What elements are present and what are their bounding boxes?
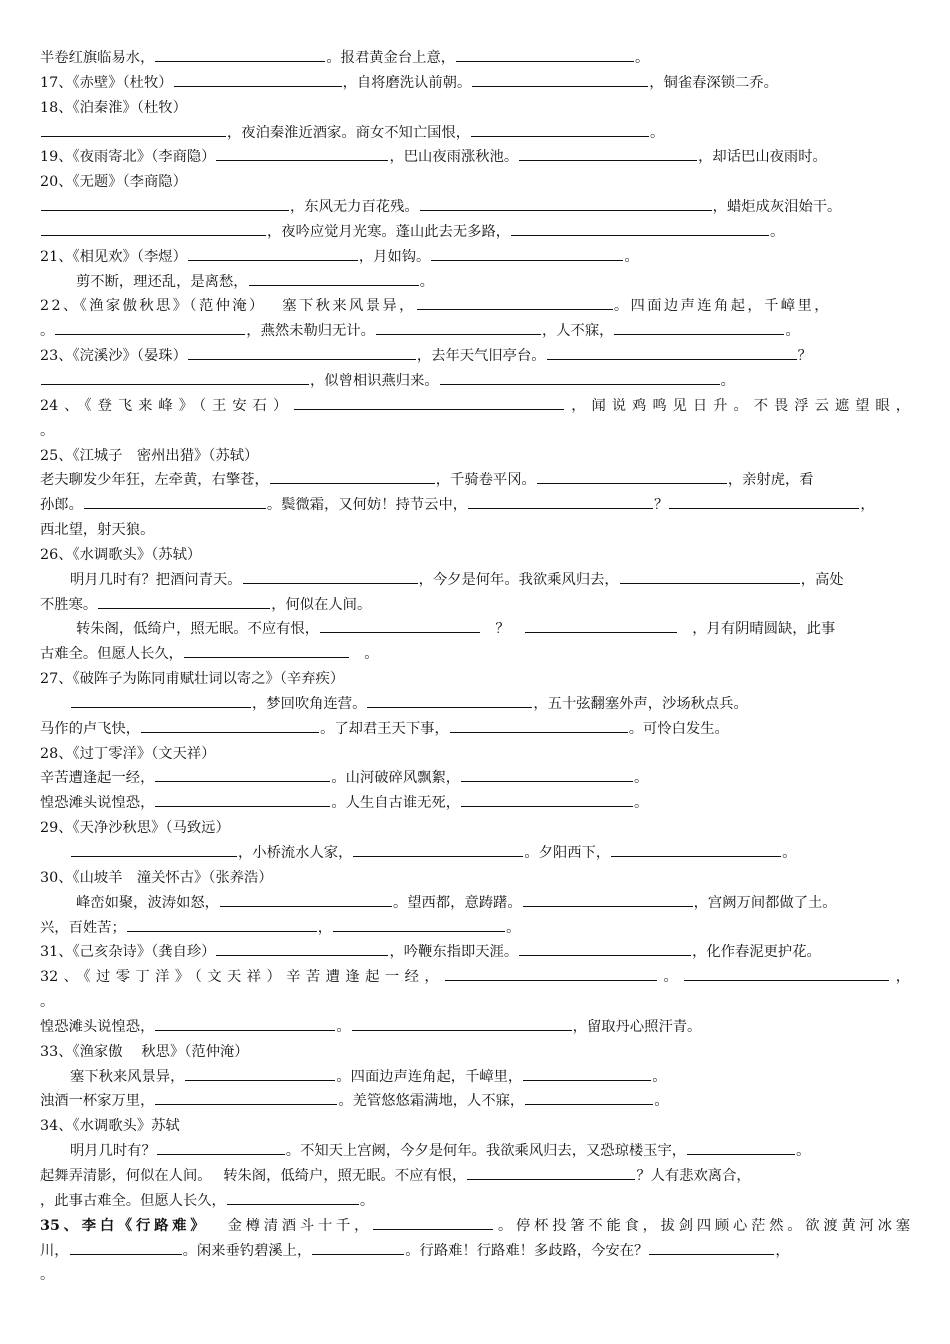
worksheet-line	[40, 1089, 910, 1114]
line-text: 25、《江城子 密州出猎》（苏轼）	[40, 447, 259, 464]
line-text: 33、《渔家傲 秋思》（范仲淹）	[40, 1043, 249, 1060]
answer-blank[interactable]	[127, 917, 317, 932]
line-text: ，去年天气旧亭台。	[416, 348, 546, 365]
worksheet-line	[40, 940, 910, 965]
line-text: 。	[654, 1093, 669, 1110]
line-text: 。四面边声连角起，千嶂里，	[613, 298, 831, 315]
answer-blank[interactable]	[70, 1240, 182, 1255]
answer-blank[interactable]	[687, 1140, 795, 1155]
worksheet-line	[40, 965, 910, 990]
answer-blank[interactable]	[547, 345, 797, 360]
line-text: 浊酒一杯家万里，	[40, 1093, 155, 1110]
answer-blank[interactable]	[333, 917, 505, 932]
line-text: 。行路难！行路难！多歧路，今安在？	[405, 1242, 649, 1259]
line-text: ，宫阙万间都做了土。	[693, 894, 837, 911]
line-text: 。山河破碎风飘絮，	[331, 770, 461, 787]
worksheet-line	[40, 617, 910, 642]
answer-blank[interactable]	[467, 1165, 635, 1180]
line-text: ，闻说鸡鸣见日升。不畏浮云遮望眼，	[565, 397, 910, 414]
line-text: ，留取丹心照汗青。	[572, 1018, 702, 1035]
worksheet-line	[40, 1114, 910, 1139]
answer-blank[interactable]	[450, 718, 628, 733]
line-text: 29、《天净沙秋思》（马致远）	[40, 820, 230, 837]
line-text: 辛苦遭逢起一经，	[40, 770, 155, 787]
answer-blank[interactable]	[71, 693, 251, 708]
answer-blank[interactable]	[352, 1016, 572, 1031]
line-text: ，蜡炬成灰泪始干。	[712, 199, 842, 216]
answer-blank[interactable]	[472, 72, 648, 87]
answer-blank[interactable]	[440, 370, 720, 385]
answer-blank[interactable]	[537, 469, 727, 484]
line-text: 古难全。但愿人长久，	[40, 646, 183, 663]
line-text: 。	[720, 372, 735, 389]
line-text: ，	[860, 497, 875, 514]
answer-blank[interactable]	[431, 246, 623, 261]
answer-blank[interactable]	[420, 196, 712, 211]
line-text: ，却话巴山夜雨时。	[698, 149, 827, 166]
worksheet-line	[40, 71, 910, 96]
line-text: ，小桥流水人家，	[238, 845, 353, 861]
line-text: 西北望，射天狼。	[40, 522, 155, 539]
answer-blank[interactable]	[468, 494, 653, 509]
line-text: 。	[634, 770, 649, 787]
line-text: 。闲来垂钓碧溪上，	[182, 1242, 312, 1259]
worksheet-line	[40, 344, 910, 369]
answer-blank[interactable]	[312, 1240, 404, 1255]
line-text: 。羌管悠悠霜满地，人不寐，	[338, 1093, 525, 1110]
answer-blank[interactable]	[155, 47, 325, 62]
answer-blank[interactable]	[614, 320, 784, 335]
worksheet-line	[40, 816, 910, 841]
line-text: 27、《破阵子为陈同甫赋壮词以寄之》（辛弃疾）	[40, 671, 345, 688]
answer-blank[interactable]	[249, 271, 419, 286]
line-text: 塞下秋来风景异，	[70, 1068, 185, 1085]
answer-blank[interactable]	[417, 295, 613, 310]
answer-blank[interactable]	[519, 941, 691, 956]
answer-blank[interactable]	[525, 1090, 653, 1105]
worksheet-line	[40, 593, 910, 618]
answer-blank[interactable]	[320, 618, 480, 633]
answer-blank[interactable]	[445, 966, 657, 981]
line-text: 。	[785, 323, 800, 340]
worksheet-line	[40, 245, 910, 270]
worksheet-line	[40, 717, 910, 742]
answer-blank[interactable]	[461, 792, 633, 807]
worksheet-line	[40, 518, 910, 543]
line-text: 明月几时有？把酒问青天。	[70, 571, 242, 588]
worksheet-line	[40, 145, 910, 170]
worksheet-line	[40, 1139, 910, 1164]
worksheet-line	[40, 96, 910, 121]
line-text: ，高处	[800, 571, 844, 588]
line-text: 。人生自古谁无死，	[331, 795, 461, 812]
line-text: 26、《水调歌头》（苏轼）	[40, 546, 202, 563]
line-text: 。	[359, 1192, 375, 1209]
line-text: 川，	[40, 1242, 69, 1259]
worksheet-line	[40, 220, 910, 245]
line-text: 35、	[40, 1217, 82, 1234]
worksheet-line	[40, 170, 910, 195]
line-text: 不胜寒。	[40, 596, 98, 613]
answer-blank[interactable]	[649, 1240, 774, 1255]
line-text: 李白《行路难》	[81, 1217, 202, 1234]
line-text: 。	[634, 795, 649, 812]
answer-blank[interactable]	[157, 1140, 285, 1155]
worksheet-line	[40, 642, 910, 667]
line-text: ，巴山夜雨涨秋池。	[389, 149, 519, 166]
worksheet-line	[40, 766, 910, 791]
worksheet-line	[40, 46, 910, 71]
worksheet-line	[40, 419, 910, 444]
line-text: ，五十弦翻塞外声，沙场秋点兵。	[533, 695, 748, 712]
answer-blank[interactable]	[41, 196, 289, 211]
answer-blank[interactable]	[185, 1066, 335, 1081]
answer-blank[interactable]	[227, 1190, 359, 1205]
answer-blank[interactable]	[188, 345, 416, 360]
line-text: 。	[506, 919, 521, 936]
line-text: ，此事古难全。但愿人长久，	[40, 1192, 226, 1209]
line-text: 。停杯投箸不能食，拔剑四顾心茫然。欲渡黄河冰塞	[494, 1217, 910, 1234]
answer-blank[interactable]	[353, 842, 523, 857]
line-text: 。	[419, 273, 434, 290]
line-text: ？	[481, 621, 524, 638]
line-text: ，似曾相识燕归来。	[310, 372, 439, 389]
worksheet-line	[40, 841, 910, 866]
line-text: ，	[890, 969, 911, 986]
line-text: 。	[40, 1267, 55, 1284]
line-text: 剪不断，理还乱，是离愁，	[76, 273, 248, 290]
answer-blank[interactable]	[55, 320, 245, 335]
answer-blank[interactable]	[367, 693, 532, 708]
answer-blank[interactable]	[141, 718, 319, 733]
worksheet-line	[40, 791, 910, 816]
worksheet-document	[40, 46, 910, 1288]
line-text: 。可怜白发生。	[628, 720, 729, 737]
line-text: ？	[797, 348, 812, 365]
line-text: ，何似在人间。	[271, 596, 372, 613]
answer-blank[interactable]	[294, 395, 564, 410]
worksheet-line	[40, 866, 910, 891]
answer-blank[interactable]	[220, 892, 392, 907]
line-text: ，化作春泥更护花。	[692, 944, 821, 961]
line-text: ，今夕是何年。我欲乘风归去，	[418, 571, 619, 588]
line-text: 。	[635, 50, 650, 66]
answer-blank[interactable]	[456, 47, 634, 62]
answer-blank[interactable]	[684, 966, 889, 981]
answer-blank[interactable]	[523, 892, 693, 907]
line-text: ，燕然未勒归无计。	[246, 323, 375, 340]
line-text: 。	[652, 1068, 667, 1085]
answer-blank[interactable]	[611, 842, 781, 857]
line-text: 。	[40, 422, 55, 439]
line-text: 。	[40, 323, 55, 340]
line-text: 明月几时有？	[70, 1143, 156, 1160]
worksheet-line	[40, 891, 910, 916]
worksheet-line	[40, 692, 910, 717]
line-text: 31、《己亥杂诗》（龚自珍）	[40, 944, 216, 961]
line-text: 惶恐滩头说惶恐，	[40, 1018, 155, 1035]
line-text: 28、《过丁零洋》（文天祥）	[40, 745, 216, 762]
worksheet-line	[40, 1164, 910, 1189]
line-text: 孙郎。	[40, 497, 83, 514]
line-text: 。	[349, 646, 379, 663]
line-text: 17、《赤壁》（杜牧）	[40, 74, 173, 91]
answer-blank[interactable]	[84, 494, 266, 509]
line-text: 。	[650, 124, 665, 141]
line-text: 老夫聊发少年狂，左牵黄，右擎苍，	[40, 472, 269, 489]
line-text: ，月有阴晴圆缺，此事	[677, 621, 836, 638]
line-text: 18、《泊秦淮》（杜牧）	[40, 99, 187, 116]
answer-blank[interactable]	[270, 469, 435, 484]
line-text: ，人不寐，	[541, 323, 614, 340]
worksheet-line	[40, 1239, 910, 1264]
line-text: ，自将磨洗认前朝。	[342, 74, 472, 91]
worksheet-line	[40, 1214, 910, 1239]
worksheet-line	[40, 1040, 910, 1065]
worksheet-line	[40, 568, 910, 593]
worksheet-line	[40, 270, 910, 295]
line-text: 。	[40, 994, 55, 1011]
answer-blank[interactable]	[376, 320, 541, 335]
answer-blank[interactable]	[669, 494, 859, 509]
line-text: 。鬓微霜，又何妨！持节云中，	[266, 497, 468, 514]
line-text: 22、《渔家傲秋思》（范仲淹） 塞下秋来风景异，	[40, 298, 416, 315]
line-text: 21、《相见欢》（李煜）	[40, 248, 187, 265]
line-text: 。不知天上宫阙，今夕是何年。我欲乘风归去，又恐琼楼玉宇，	[285, 1143, 687, 1160]
line-text: 马作的卢飞快，	[40, 720, 141, 737]
line-text: ，铜雀春深锁二乔。	[649, 74, 778, 91]
worksheet-line	[40, 667, 910, 692]
worksheet-line	[40, 294, 910, 319]
answer-blank[interactable]	[184, 643, 349, 658]
answer-blank[interactable]	[188, 246, 358, 261]
worksheet-line	[40, 1189, 910, 1214]
line-text: ？人有悲欢离合，	[636, 1167, 751, 1184]
line-text: 起舞弄清影，何似在人间。 转朱阁，低绮户，照无眠。不应有恨，	[40, 1167, 467, 1184]
answer-blank[interactable]	[620, 569, 800, 584]
worksheet-line	[40, 121, 910, 146]
answer-blank[interactable]	[155, 1016, 335, 1031]
worksheet-line	[40, 444, 910, 469]
line-text: 。	[624, 248, 639, 265]
worksheet-line	[40, 369, 910, 394]
line-text: 。	[770, 223, 785, 240]
line-text: 30、《山坡羊 潼关怀古》（张养浩）	[40, 869, 273, 886]
line-text: ，东风无力百花残。	[290, 199, 419, 216]
worksheet-line	[40, 1015, 910, 1040]
line-text: 20、《无题》（李商隐）	[40, 174, 187, 191]
answer-blank[interactable]	[525, 618, 677, 633]
worksheet-line	[40, 394, 910, 419]
line-text: 半卷红旗临易水，	[40, 50, 155, 66]
line-text: 34、《水调歌头》苏轼	[40, 1118, 180, 1135]
worksheet-line	[40, 916, 910, 941]
line-text: 。望西都，意踌躇。	[392, 894, 522, 911]
answer-blank[interactable]	[243, 569, 418, 584]
line-text: ，千骑卷平冈。	[435, 472, 536, 489]
line-text: ，梦回吹角连营。	[252, 695, 367, 712]
answer-blank[interactable]	[98, 594, 270, 609]
line-text: 23、《浣溪沙》（晏珠）	[40, 348, 187, 365]
line-text: 32、《过零丁洋》（文天祥）辛苦遭逢起一经，	[40, 969, 445, 986]
answer-blank[interactable]	[71, 842, 237, 857]
answer-blank[interactable]	[373, 1215, 493, 1230]
line-text: 。了却君王天下事，	[320, 720, 449, 737]
line-text: 。夕阳西下，	[524, 845, 611, 861]
line-text: ，	[317, 919, 333, 936]
answer-blank[interactable]	[41, 370, 309, 385]
line-text: ，吟鞭东指即天涯。	[389, 944, 519, 961]
answer-blank[interactable]	[174, 72, 342, 87]
line-text: ，夜泊秦淮近酒家。商女不知亡国恨，	[227, 124, 471, 141]
worksheet-line	[40, 990, 910, 1015]
answer-blank[interactable]	[155, 792, 330, 807]
line-text: ，	[775, 1242, 790, 1259]
line-text: 兴，百姓苦；	[40, 919, 126, 936]
worksheet-line	[40, 742, 910, 767]
line-text: ？	[654, 497, 669, 514]
line-text: 惶恐滩头说惶恐，	[40, 795, 155, 812]
answer-blank[interactable]	[216, 941, 388, 956]
line-text: 。	[658, 969, 684, 986]
answer-blank[interactable]	[155, 1090, 337, 1105]
worksheet-line	[40, 195, 910, 220]
line-text: 。	[796, 1143, 811, 1160]
worksheet-line	[40, 1065, 910, 1090]
answer-blank[interactable]	[519, 146, 697, 161]
line-text: ，夜吟应觉月光寒。蓬山此去无多路，	[267, 223, 511, 240]
line-text: 19、《夜雨寄北》（李商隐）	[40, 149, 216, 166]
answer-blank[interactable]	[155, 767, 330, 782]
worksheet-line	[40, 1263, 910, 1288]
line-text: 。	[782, 845, 797, 861]
worksheet-line	[40, 468, 910, 493]
answer-blank[interactable]	[41, 122, 226, 137]
answer-blank[interactable]	[216, 146, 388, 161]
answer-blank[interactable]	[511, 221, 769, 236]
answer-blank[interactable]	[461, 767, 633, 782]
line-text: 24、《登飞来峰》（王安石）	[40, 397, 294, 414]
worksheet-line	[40, 543, 910, 568]
line-text: 。四面边声连角起，千嶂里，	[336, 1068, 523, 1085]
worksheet-line	[40, 493, 910, 518]
answer-blank[interactable]	[471, 122, 649, 137]
line-text: 金樽清酒斗十千，	[201, 1217, 373, 1234]
line-text: 。	[336, 1018, 351, 1035]
worksheet-line	[40, 319, 910, 344]
answer-blank[interactable]	[41, 221, 266, 236]
line-text: 转朱阁，低绮户，照无眠。不应有恨，	[76, 621, 320, 638]
line-text: ，月如钩。	[358, 248, 431, 265]
line-text: ，亲射虎，看	[727, 472, 814, 489]
answer-blank[interactable]	[523, 1066, 651, 1081]
line-text: 。报君黄金台上意，	[326, 50, 456, 66]
line-text: 峰峦如聚，波涛如怒，	[76, 894, 219, 911]
